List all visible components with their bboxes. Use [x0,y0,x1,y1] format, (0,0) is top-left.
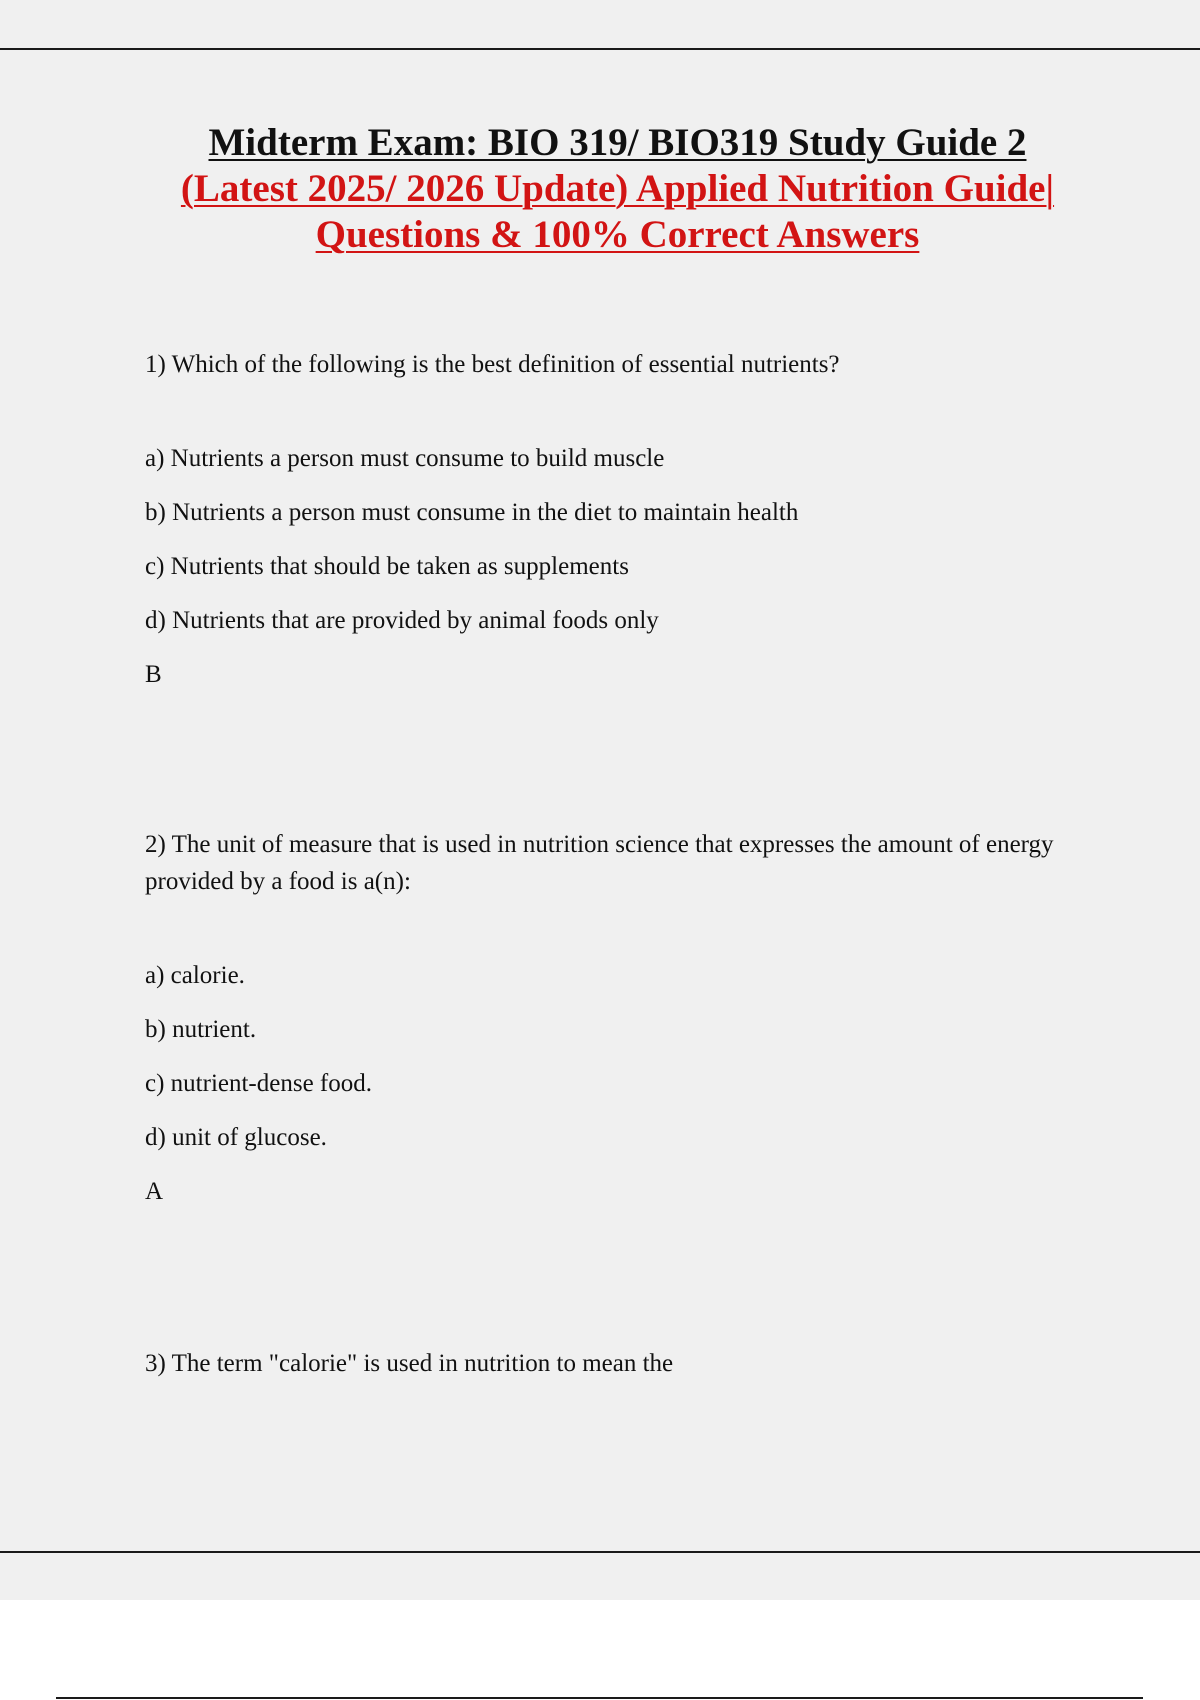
option-b: b) nutrient. [145,1016,257,1043]
option-d: d) unit of glucose. [145,1124,327,1151]
option-list [145,444,1095,690]
option-a: a) calorie. [145,962,245,989]
question-1 [145,346,1095,690]
document-title [0,120,1200,258]
title-line-3: Questions & 100% Correct Answers [315,213,920,256]
answer-key: B [145,661,162,688]
question-stem: 3) The term "calorie" is used in nutrition to mean the [145,1350,674,1377]
bottom-rule [0,1551,1200,1553]
question-3 [145,1345,1095,1382]
option-d: d) Nutrients that are provided by animal foods only [145,607,659,634]
question-2 [145,826,1095,1207]
question-stem: 2) The unit of measure that is used in nutrition science that expresses the amount of energy provided by a food is a(n): [145,831,1054,895]
option-c: c) Nutrients that should be taken as supplements [145,553,629,580]
title-line-1: Midterm Exam: BIO 319/ BIO319 Study Guide 2 [208,121,1027,164]
title-line-2: (Latest 2025/ 2026 Update) Applied Nutrition Guide| [180,167,1055,210]
top-rule [0,48,1200,50]
option-c: c) nutrient-dense food. [145,1070,373,1097]
question-list [145,346,1095,1382]
answer-key: A [145,1178,164,1205]
next-page-rule [56,1697,1143,1699]
question-stem: 1) Which of the following is the best definition of essential nutrients? [145,351,840,378]
option-a: a) Nutrients a person must consume to build muscle [145,445,665,472]
option-b: b) Nutrients a person must consume in the diet to maintain health [145,499,799,526]
option-list [145,961,1095,1207]
